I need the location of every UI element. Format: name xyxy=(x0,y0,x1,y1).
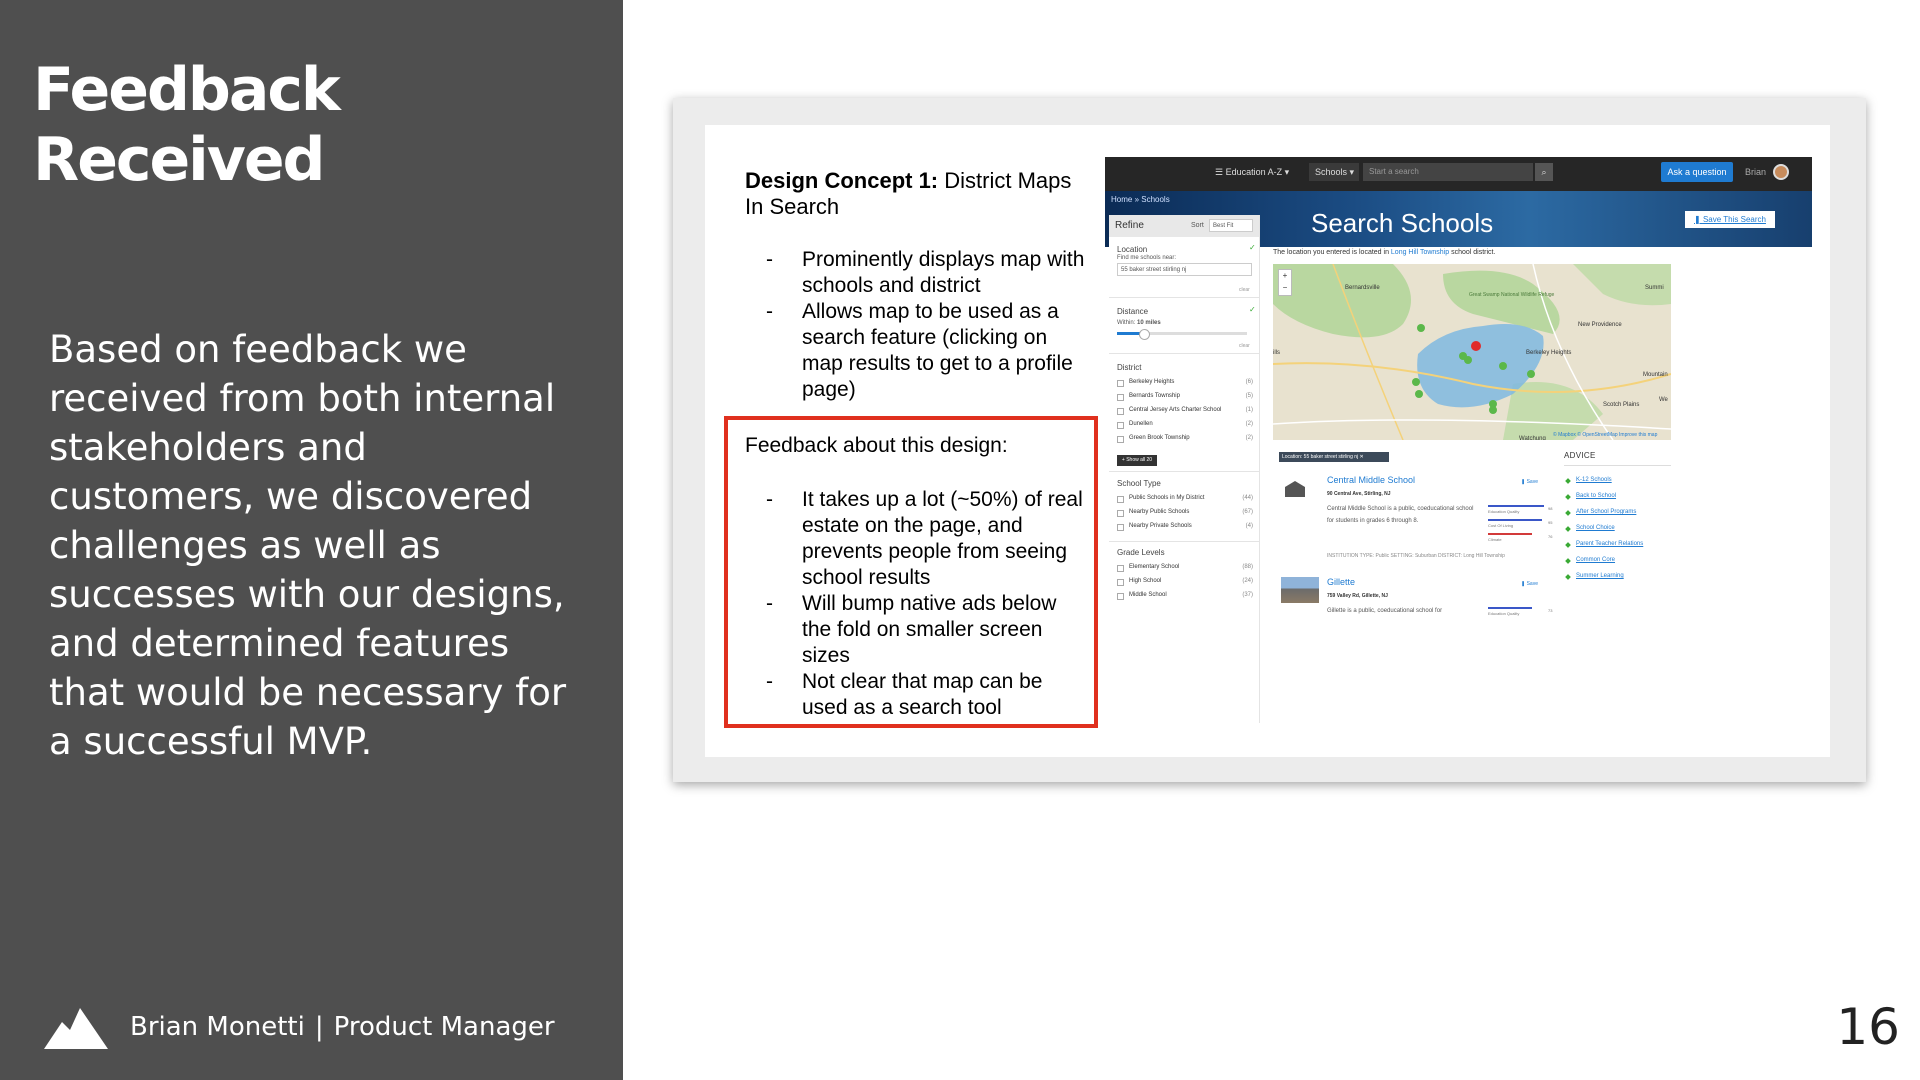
option-label: Dunellen xyxy=(1129,421,1153,427)
school-marker[interactable] xyxy=(1489,406,1497,414)
footer-separator: | xyxy=(314,1011,324,1042)
concept-title-bold: Design Concept 1: xyxy=(745,168,939,193)
bookmark-icon: ❚ xyxy=(1694,215,1703,224)
district-option[interactable] xyxy=(1117,435,1253,445)
clear-location-link[interactable]: clear xyxy=(1239,287,1250,293)
school-marker[interactable] xyxy=(1527,370,1535,378)
district-option[interactable] xyxy=(1117,421,1253,431)
option-label: Bernards Township xyxy=(1129,393,1180,399)
checkbox[interactable] xyxy=(1117,422,1124,429)
search-icon[interactable]: ⌕ xyxy=(1535,163,1553,181)
district-label: District xyxy=(1117,363,1142,372)
breadcrumb[interactable]: Home » Schools xyxy=(1111,195,1170,204)
search-schools-mockup xyxy=(1105,157,1812,723)
left-panel xyxy=(0,0,623,1080)
page-title: Search Schools xyxy=(1311,208,1494,238)
result-meta: INSTITUTION TYPE: Public SETTING: Suburban DISTRICT: Long Hill Township xyxy=(1327,553,1505,559)
intro-text: school district. xyxy=(1449,249,1496,256)
feedback-bullet-list xyxy=(745,487,1090,721)
map-label: Watchung xyxy=(1519,436,1546,440)
divider xyxy=(1109,471,1259,472)
district-option[interactable] xyxy=(1117,393,1253,403)
check-icon: ✓ xyxy=(1249,305,1256,314)
district-notice xyxy=(1273,249,1495,256)
refine-bar xyxy=(1109,215,1259,237)
option-count: (88) xyxy=(1242,564,1253,570)
user-name[interactable]: Brian xyxy=(1745,167,1767,177)
checkbox[interactable] xyxy=(1117,579,1124,586)
tag-icon xyxy=(1565,542,1571,548)
location-input[interactable]: 55 baker street stirling nj xyxy=(1117,263,1252,276)
grade-level-option[interactable] xyxy=(1117,592,1253,602)
advice-link[interactable]: After School Programs xyxy=(1576,509,1637,515)
school-photo xyxy=(1281,577,1319,603)
option-label: Berkeley Heights xyxy=(1129,379,1175,385)
feedback-bullet: - It takes up a lot (~50%) of real estate on the page, and prevents people from seeing school results xyxy=(745,487,1090,591)
school-type-option[interactable] xyxy=(1117,523,1253,533)
map-label: Great Swamp National Wildlife Refuge xyxy=(1469,292,1555,298)
slider-handle[interactable] xyxy=(1139,329,1150,340)
footer-role: Product Manager xyxy=(333,1011,555,1042)
school-marker[interactable] xyxy=(1499,362,1507,370)
find-near-label: Find me schools near: xyxy=(1117,255,1177,261)
district-option[interactable] xyxy=(1117,407,1253,417)
school-type-label: School Type xyxy=(1117,479,1161,488)
school-marker[interactable] xyxy=(1417,324,1425,332)
body-text: Based on feedback we received from both internal stakeholders and customers, we discovered challenges as well as successes with our designs, and determined features that would be necessary for a successful MVP. xyxy=(49,328,567,763)
grade-level-option[interactable] xyxy=(1117,578,1253,588)
checkbox[interactable] xyxy=(1117,593,1124,600)
divider xyxy=(1109,541,1259,542)
advice-link[interactable]: School Choice xyxy=(1576,525,1615,531)
zoom-out-icon[interactable]: − xyxy=(1282,283,1288,292)
rating-label: Cost Of Living xyxy=(1488,523,1514,528)
rating-value: 95 xyxy=(1548,520,1553,525)
option-label: Nearby Private Schools xyxy=(1129,523,1192,529)
school-building-icon xyxy=(1283,475,1307,499)
schools-select[interactable]: Schools ▾ xyxy=(1309,163,1359,181)
save-search-button[interactable] xyxy=(1685,211,1775,228)
option-count: (1) xyxy=(1245,407,1253,413)
screenshot-card xyxy=(673,98,1866,782)
map-label: Bernardsville xyxy=(1345,285,1380,291)
map-label: Scotch Plains xyxy=(1603,402,1640,408)
result-description: Gillette is a public, coeducational school for xyxy=(1327,608,1443,614)
footer-name: Brian Monetti xyxy=(130,1011,305,1042)
checkbox[interactable] xyxy=(1117,524,1124,531)
advice-link[interactable]: Common Core xyxy=(1576,557,1616,563)
rating-bar xyxy=(1488,607,1532,609)
map-canvas[interactable] xyxy=(1273,264,1671,440)
map-label: Berkeley Heights xyxy=(1526,350,1572,356)
location-label: Location xyxy=(1117,245,1148,254)
footer-credit xyxy=(130,1012,555,1042)
map-label: Mountain xyxy=(1643,372,1668,378)
tag-icon xyxy=(1565,574,1571,580)
grade-level-option[interactable] xyxy=(1117,564,1253,574)
check-icon: ✓ xyxy=(1249,243,1256,252)
rating-value: 73 xyxy=(1548,608,1553,613)
checkbox[interactable] xyxy=(1117,408,1124,415)
checkbox[interactable] xyxy=(1117,565,1124,572)
save-search-label: Save This Search xyxy=(1702,215,1766,224)
education-menu[interactable]: ☰ Education A-Z ▾ xyxy=(1215,167,1290,177)
tag-icon xyxy=(1565,526,1571,532)
rating-bar xyxy=(1488,519,1542,521)
within-value: 10 xyxy=(1137,320,1144,326)
checkbox[interactable] xyxy=(1117,394,1124,401)
search-input[interactable]: Start a search xyxy=(1363,163,1533,181)
checkbox[interactable] xyxy=(1117,436,1124,443)
result-save-button[interactable]: ❚ Save xyxy=(1521,581,1538,587)
save-label: Save xyxy=(1526,479,1538,485)
zoom-in-icon[interactable]: + xyxy=(1282,271,1288,280)
design-concept-title xyxy=(745,168,1095,220)
district-link[interactable]: Long Hill Township xyxy=(1390,249,1450,256)
within-row xyxy=(1117,320,1161,326)
option-label: Elementary School xyxy=(1129,564,1180,570)
option-count: (2) xyxy=(1245,435,1253,441)
result-title[interactable]: Central Middle School xyxy=(1327,475,1416,485)
result-address: 759 Valley Rd, Gillette, NJ xyxy=(1327,593,1388,599)
page-number: 16 xyxy=(1836,998,1900,1056)
option-label: Central Jersey Arts Charter School xyxy=(1129,407,1222,413)
intro-text: The location you entered is located in xyxy=(1273,249,1391,256)
tag-icon xyxy=(1565,558,1571,564)
map-label: We xyxy=(1659,397,1668,403)
option-count: (6) xyxy=(1245,379,1253,385)
option-label: Public Schools in My District xyxy=(1129,495,1205,501)
map-label: New Providence xyxy=(1578,322,1622,328)
concept-title-rest: District Maps In Search xyxy=(745,168,1072,219)
option-count: (37) xyxy=(1242,592,1253,598)
district-map[interactable] xyxy=(1273,264,1671,440)
advice-link[interactable]: Back to School xyxy=(1576,493,1617,499)
result-title[interactable]: Gillette xyxy=(1327,577,1356,587)
refine-label: Refine xyxy=(1115,220,1144,231)
rating-label: Education Quality xyxy=(1488,509,1520,514)
advice-link[interactable]: Summer Learning xyxy=(1576,573,1624,579)
result-address: 90 Central Ave, Stirling, NJ xyxy=(1327,491,1391,497)
rating-value: 98 xyxy=(1548,506,1553,511)
slide-title: Feedback Received xyxy=(33,55,339,195)
current-location-pin[interactable] xyxy=(1471,341,1481,351)
rating-label: Education Quality xyxy=(1488,611,1520,616)
grade-levels-label: Grade Levels xyxy=(1117,548,1165,557)
school-type-option[interactable] xyxy=(1117,495,1253,505)
option-count: (44) xyxy=(1242,495,1253,501)
advice-link[interactable]: K-12 Schools xyxy=(1576,477,1612,483)
rating-bar xyxy=(1488,505,1544,507)
rating-bar xyxy=(1488,533,1532,535)
ask-question-button[interactable]: Ask a question xyxy=(1661,162,1733,182)
option-count: (67) xyxy=(1242,509,1253,515)
distance-label: Distance xyxy=(1117,307,1149,316)
concept-bullet: - Prominently displays map with schools and district xyxy=(745,247,1085,299)
within-label: Within: xyxy=(1117,320,1136,326)
rating-label: Climate xyxy=(1488,537,1502,542)
checkbox[interactable] xyxy=(1117,380,1124,387)
school-marker[interactable] xyxy=(1464,356,1472,364)
sort-select[interactable]: Best Fit xyxy=(1209,219,1253,232)
feedback-bullet: - Not clear that map can be used as a search tool xyxy=(745,669,1090,721)
option-label: Nearby Public Schools xyxy=(1129,509,1190,515)
divider xyxy=(1109,353,1259,354)
option-label: Green Brook Township xyxy=(1129,435,1190,441)
option-count: (5) xyxy=(1245,393,1253,399)
refine-sidebar xyxy=(1109,215,1260,723)
school-marker[interactable] xyxy=(1412,378,1420,386)
concept-bullet: - Allows map to be used as a search feature (clicking on map results to get to a profile page) xyxy=(745,299,1085,403)
school-marker[interactable] xyxy=(1415,390,1423,398)
tag-icon xyxy=(1565,510,1571,516)
advice-heading: ADVICE xyxy=(1564,451,1596,460)
option-count: (4) xyxy=(1245,523,1253,529)
clear-distance-link[interactable]: clear xyxy=(1239,343,1250,349)
option-count: (24) xyxy=(1242,578,1253,584)
sort-label: Sort xyxy=(1191,222,1204,229)
option-label: Middle School xyxy=(1129,592,1167,598)
option-count: (2) xyxy=(1245,421,1253,427)
within-unit: miles xyxy=(1145,320,1161,326)
save-label: Save xyxy=(1526,581,1538,587)
map-label: Summi xyxy=(1645,285,1664,291)
school-type-option[interactable] xyxy=(1117,509,1253,519)
avatar[interactable] xyxy=(1773,164,1789,180)
option-label: High School xyxy=(1129,578,1162,584)
district-option[interactable] xyxy=(1117,379,1253,389)
feedback-box xyxy=(724,416,1098,728)
tag-icon xyxy=(1565,478,1571,484)
tag-icon xyxy=(1565,494,1571,500)
map-credit[interactable]: © Mapbox © OpenStreetMap Improve this map xyxy=(1553,432,1658,438)
result-save-button[interactable]: ❚ Save xyxy=(1521,479,1538,485)
result-description: Central Middle School is a public, coeducational school for students in grades 6 through 8. xyxy=(1327,506,1474,524)
feedback-bullet: - Will bump native ads below the fold on smaller screen sizes xyxy=(745,591,1090,669)
concept-bullet-list xyxy=(745,247,1085,403)
footer xyxy=(44,1004,555,1049)
map-label: ills xyxy=(1273,350,1280,356)
mockup-topbar xyxy=(1105,157,1812,191)
feedback-title: Feedback about this design: xyxy=(745,434,1008,457)
divider xyxy=(1109,297,1259,298)
advice-divider xyxy=(1564,465,1671,466)
checkbox[interactable] xyxy=(1117,510,1124,517)
map-zoom-control[interactable] xyxy=(1278,269,1292,296)
distance-slider[interactable] xyxy=(1117,332,1247,335)
location-filter-tag[interactable]: Location: 55 baker street stirling nj ✕ xyxy=(1279,452,1389,462)
show-all-button[interactable]: + Show all 20 xyxy=(1117,455,1157,466)
rating-value: 76 xyxy=(1548,534,1553,539)
mountain-logo-icon xyxy=(44,1004,108,1049)
advice-link[interactable]: Parent Teacher Relations xyxy=(1576,541,1644,547)
checkbox[interactable] xyxy=(1117,496,1124,503)
card-inner xyxy=(705,125,1830,757)
